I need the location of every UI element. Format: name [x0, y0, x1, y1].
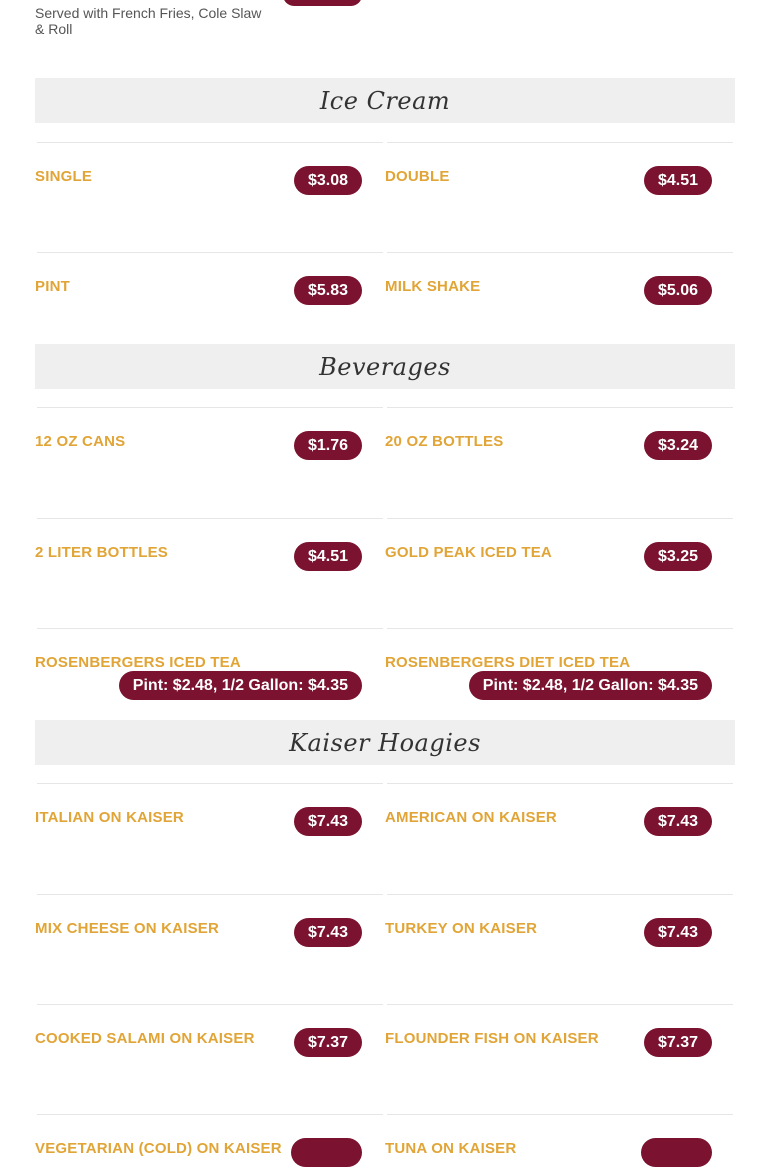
item-divider: [387, 252, 733, 253]
previous-item-description: Served with French Fries, Cole Slaw & Roll: [35, 5, 262, 37]
item-name: PINT: [35, 278, 70, 295]
section-header-ice-cream: [35, 78, 735, 123]
item-name: AMERICAN ON KAISER: [385, 809, 557, 826]
item-divider: [37, 1004, 383, 1005]
item-name: GOLD PEAK ICED TEA: [385, 544, 552, 561]
menu-item[interactable]: [35, 142, 385, 252]
item-price: $7.37: [294, 1028, 362, 1057]
item-name: 12 OZ CANS: [35, 433, 126, 450]
item-divider: [37, 628, 383, 629]
menu-item[interactable]: [385, 1114, 735, 1157]
item-divider: [37, 407, 383, 408]
item-divider: [37, 142, 383, 143]
item-divider: [37, 783, 383, 784]
menu-item[interactable]: [35, 894, 385, 1004]
menu-item[interactable]: [35, 407, 385, 517]
section-title: Beverages: [319, 352, 451, 381]
item-divider: [387, 628, 733, 629]
item-divider: [387, 1114, 733, 1115]
item-price: Pint: $2.48, 1/2 Gallon: $4.35: [469, 671, 712, 700]
item-name: ROSENBERGERS DIET ICED TEA: [385, 654, 631, 671]
item-name: 2 LITER BOTTLES: [35, 544, 169, 561]
item-price: $5.06: [644, 276, 712, 305]
item-name: ROSENBERGERS ICED TEA: [35, 654, 241, 671]
menu-item[interactable]: [385, 142, 735, 252]
menu-item[interactable]: [385, 783, 735, 893]
item-name: VEGETARIAN (COLD) ON KAISER: [35, 1140, 282, 1157]
menu-item[interactable]: [35, 1004, 385, 1114]
item-divider: [37, 894, 383, 895]
menu-item[interactable]: [35, 1114, 385, 1157]
item-price: $4.51: [644, 166, 712, 195]
section-header-beverages: [35, 344, 735, 389]
menu-item[interactable]: [385, 407, 735, 517]
item-divider: [37, 518, 383, 519]
section-title: Kaiser Hoagies: [289, 728, 481, 757]
item-price: $7.43: [644, 918, 712, 947]
menu-item[interactable]: [385, 894, 735, 1004]
item-name: DOUBLE: [385, 168, 450, 185]
item-price: Pint: $2.48, 1/2 Gallon: $4.35: [119, 671, 362, 700]
item-price: [291, 1138, 362, 1167]
menu-item[interactable]: [385, 518, 735, 628]
item-price: $3.24: [644, 431, 712, 460]
item-name: MILK SHAKE: [385, 278, 481, 295]
menu-item[interactable]: [385, 628, 735, 718]
item-price: $3.08: [294, 166, 362, 195]
item-divider: [37, 252, 383, 253]
item-price: $5.83: [294, 276, 362, 305]
item-divider: [387, 1004, 733, 1005]
previous-item-price-badge: [283, 0, 362, 6]
item-price: $3.25: [644, 542, 712, 571]
section-header-kaiser-hoagies: [35, 720, 735, 765]
item-divider: [387, 894, 733, 895]
menu-item[interactable]: [35, 628, 385, 718]
menu-item[interactable]: [35, 518, 385, 628]
item-divider: [37, 1114, 383, 1115]
item-divider: [387, 783, 733, 784]
section-title: Ice Cream: [319, 86, 451, 115]
item-name: ITALIAN ON KAISER: [35, 809, 184, 826]
item-divider: [387, 407, 733, 408]
item-price: $7.37: [644, 1028, 712, 1057]
item-price: $7.43: [294, 807, 362, 836]
item-name: TUNA ON KAISER: [385, 1140, 517, 1157]
item-name: COOKED SALAMI ON KAISER: [35, 1030, 255, 1047]
item-price: $1.76: [294, 431, 362, 460]
item-divider: [387, 518, 733, 519]
menu-item[interactable]: [385, 1004, 735, 1114]
item-price: [641, 1138, 712, 1167]
item-price: $7.43: [644, 807, 712, 836]
item-name: TURKEY ON KAISER: [385, 920, 538, 937]
item-name: 20 OZ BOTTLES: [385, 433, 504, 450]
item-name: MIX CHEESE ON KAISER: [35, 920, 220, 937]
item-name: SINGLE: [35, 168, 93, 185]
item-name: FLOUNDER FISH ON KAISER: [385, 1030, 599, 1047]
item-price: $7.43: [294, 918, 362, 947]
item-divider: [387, 142, 733, 143]
menu-item[interactable]: [35, 783, 385, 893]
item-price: $4.51: [294, 542, 362, 571]
